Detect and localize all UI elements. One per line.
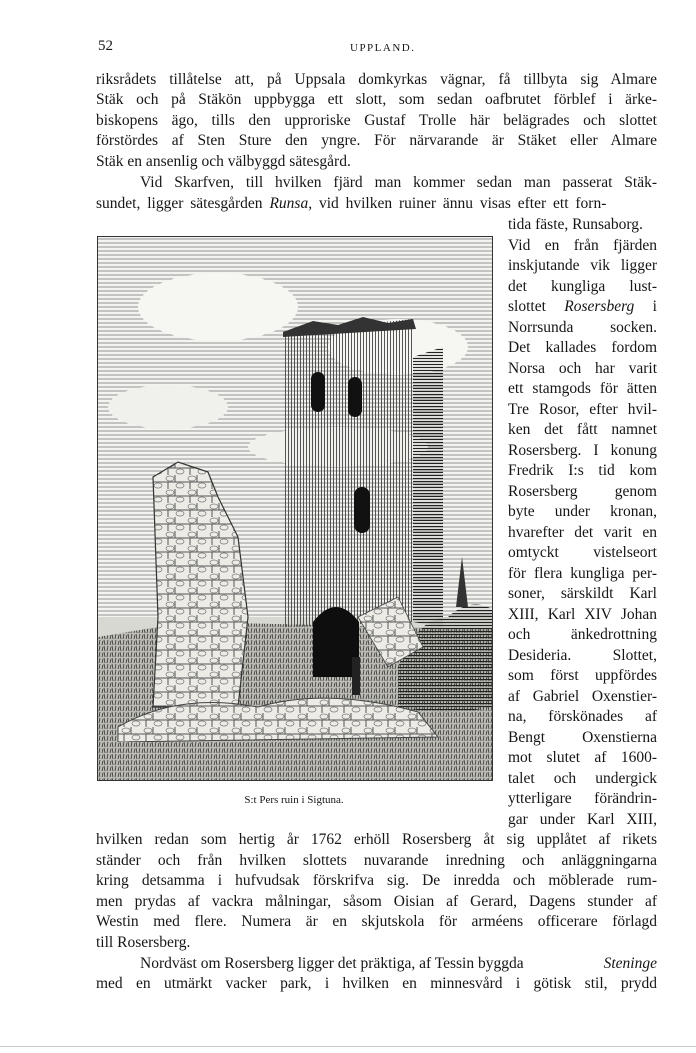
engraving-st-pers-ruin	[97, 236, 493, 781]
column-line: na, förskönades af	[508, 708, 657, 725]
text-line: till Rosersberg.	[96, 934, 191, 951]
text-line	[140, 954, 657, 974]
running-head: UPPLAND.	[350, 42, 416, 54]
text-line: Stäk en ansenlig och välbyggd sätesgård.	[96, 153, 351, 170]
column-line: Norsa och har varit	[508, 360, 657, 377]
column-line: Bengt Oxenstierna	[508, 729, 657, 746]
column-line: ytterligare förändrin-	[508, 790, 657, 807]
column-line: som först uppfördes	[508, 667, 657, 684]
column-line: Det kallades fordom	[508, 339, 657, 356]
text-line: Westin med flere. Numera är en skjutskola för arméens officerare förlagd	[96, 913, 657, 930]
text-line: förstördes af Sten Sture den yngre. För närvarande är Stäket eller Almare	[96, 132, 657, 149]
column-line: Fredrik I:s tid kom	[508, 462, 657, 479]
text-line: biskopens ägo, tills den upproriske Gustaf Trolle här belägrades och slottet	[96, 112, 657, 129]
cloud	[138, 273, 298, 341]
column-line: XIII, Karl XIV Johan	[508, 606, 657, 623]
column-line: och änkedrottning	[508, 626, 657, 643]
text-span: i	[652, 298, 657, 315]
column-line: Desideria. Slottet,	[508, 647, 657, 664]
text-line: med en utmärkt vacker park, i hvilken en minnesvård i götisk stil, prydd	[96, 975, 657, 992]
column-line: soner, särskildt Karl	[508, 585, 657, 602]
column-line: Norrsunda socken.	[508, 319, 657, 336]
text-span: sundet, ligger sätesgården	[96, 195, 270, 212]
column-line: mot slutet af 1600-	[508, 749, 657, 766]
place-name-runsa: Runsa,	[269, 195, 313, 212]
column-line: Tre Rosor, efter hvil-	[508, 401, 657, 418]
text-line: ständer och från hvilken slottets nuvarande inredning och anläggningarna	[96, 852, 657, 869]
text-line	[96, 194, 657, 214]
tower-window	[348, 377, 362, 417]
tower-shadow-side	[413, 347, 443, 627]
column-line: talet och undergick	[508, 770, 657, 787]
figure-person	[352, 657, 360, 695]
column-line: Vid en från fjärden	[508, 237, 657, 254]
column-line: Rosersberg. I konung	[508, 442, 657, 459]
column-line: hvarefter det varit en	[508, 524, 657, 541]
tower	[283, 319, 413, 627]
text-line: men prydas af vackra målningar, såsom Oisian af Gerard, Dagens stunder af	[96, 893, 657, 910]
column-line: Rosersberg genom	[508, 483, 657, 500]
place-name-rosersberg: Rosersberg	[564, 298, 635, 315]
text-line: riksrådets tillåtelse att, på Uppsala domkyrkas vägnar, få tillbyta sig Almare	[96, 71, 657, 88]
column-line: för flera kungliga per-	[508, 565, 657, 582]
column-line: inskjutande vik ligger	[508, 257, 657, 274]
column-line: ken det fått namnet	[508, 421, 657, 438]
place-name-steninge: Steninge	[603, 955, 657, 972]
text-span: vid hvilken ruiner ännu visas efter ett forn-	[312, 195, 607, 212]
ruin-illustration	[98, 237, 492, 780]
figure-caption: S:t Pers ruin i Sigtuna.	[244, 794, 344, 806]
column-line: af Gabriel Oxenstier-	[508, 688, 657, 705]
text-span: Nordväst om Rosersberg ligger det präktiga, af Tessin byggda	[140, 955, 524, 972]
text-line: Vid Skarfven, till hvilken fjärd man kommer sedan man passerat Stäk-	[140, 174, 657, 191]
text-line: hvilken redan som hertig år 1762 erhöll Rosersberg åt sig upplåtet af rikets	[96, 831, 657, 848]
tower-window	[311, 372, 325, 412]
foreground-ground	[98, 742, 492, 780]
column-line	[508, 297, 657, 317]
cloud	[108, 385, 228, 429]
column-line: ett stamgods för ätten	[508, 380, 657, 397]
column-line: omtyckt vistelseort	[508, 544, 657, 561]
column-line: det kungliga lust-	[508, 278, 657, 295]
text-line: Stäk och på Stäkön uppbygga ett slott, som sedan oafbrutet förblef i ärke-	[96, 91, 657, 108]
text-line: kring detsamma i hufvudsak förskrifva sig. De inredda och möblerade rum-	[96, 872, 657, 889]
page-number: 52	[98, 38, 113, 54]
column-line: gar under Karl XIII,	[508, 811, 657, 828]
text-span: slottet	[508, 298, 546, 315]
page-edge-rule	[0, 1046, 696, 1047]
column-line: tida fäste, Runsaborg.	[508, 216, 643, 233]
column-line: byte under kronan,	[508, 503, 657, 520]
tower-window	[354, 487, 370, 533]
